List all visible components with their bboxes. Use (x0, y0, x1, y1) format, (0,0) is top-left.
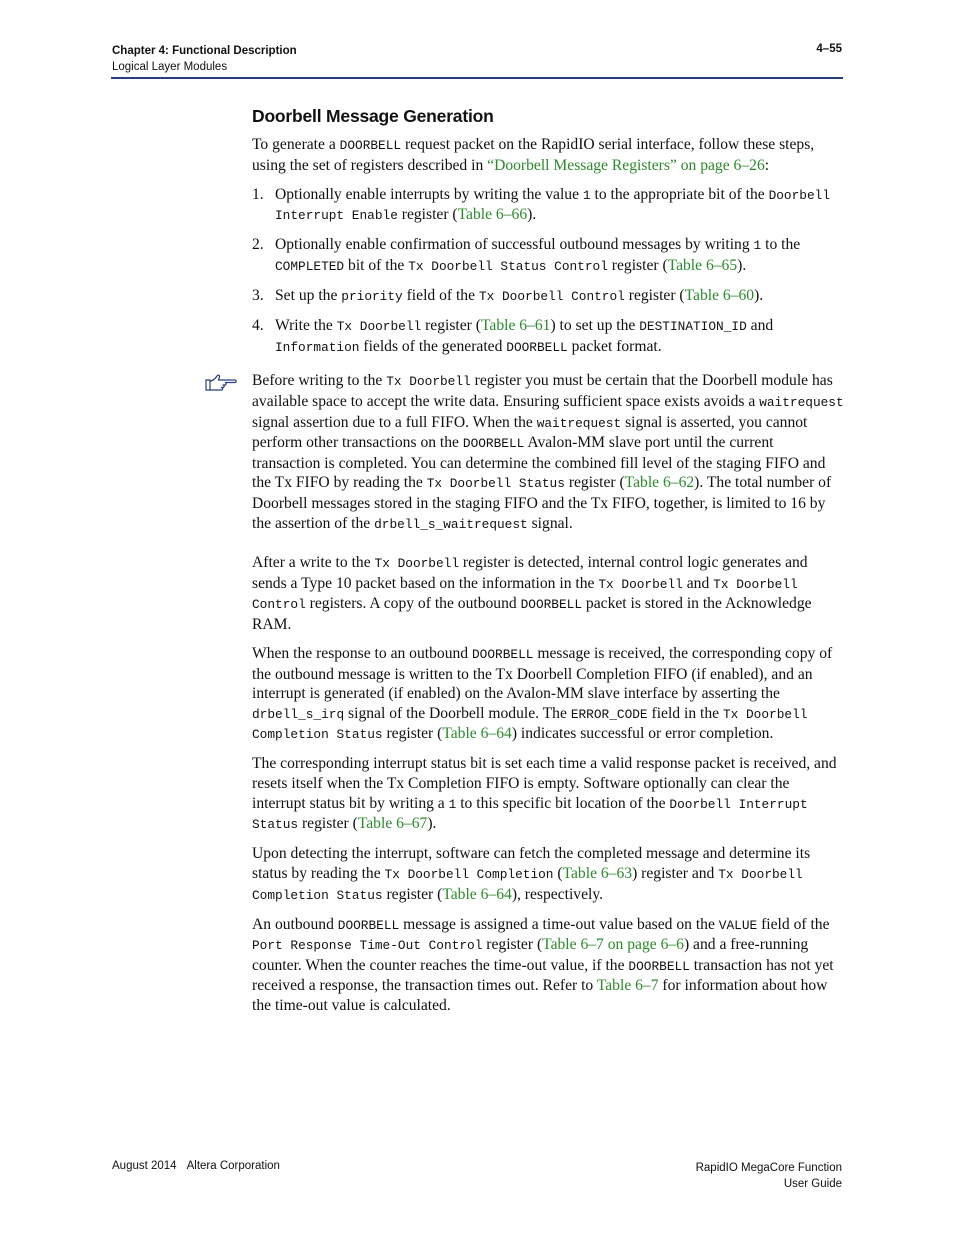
code-term: Tx Doorbell Status Control (408, 258, 608, 274)
code-term: Doorbell Interrupt Status (252, 796, 808, 833)
text: After a write to the (252, 554, 375, 572)
code-term: waitrequest (536, 415, 622, 431)
text: Set up the (275, 287, 342, 305)
text: bit of the (344, 256, 409, 274)
text: transaction has not yet received a response, the transaction times out. Refer to (252, 956, 834, 995)
code-term: drbell_s_irq (252, 706, 345, 722)
text: To generate a (252, 136, 340, 153)
text: ). The total number of Doorbell messages stored in the staging FIFO and the Tx FIFO, together, is limited to 16 by the assertion of the (252, 474, 832, 532)
text: ) and a free-running counter. When the counter reaches the time-out value, if the (252, 936, 809, 974)
code-term: priority (341, 289, 403, 305)
section-heading: Doorbell Message Generation (252, 106, 494, 126)
list-item (252, 316, 844, 357)
text: register ( (382, 885, 443, 903)
code-term: DOORBELL (628, 958, 690, 974)
text: The corresponding interrupt status bit is set each time a valid response packet is received, and resets itself when the Tx Completion FIFO is empty. Software optionally can clear the interrupt status bit by writing a (252, 755, 837, 812)
cross-reference-link[interactable]: Table 6–64 (442, 725, 512, 743)
text: An outbound (252, 915, 338, 933)
code-term: Information (275, 339, 360, 355)
code-term: DOORBELL (339, 138, 402, 153)
code-term: Tx Doorbell Completion (384, 866, 554, 882)
paragraph (252, 915, 844, 1016)
text: register ( (382, 725, 443, 743)
code-term: Tx Doorbell (386, 374, 471, 390)
code-term: Tx Doorbell Control (252, 576, 798, 613)
text: signal is asserted, you cannot perform other transactions on the (252, 413, 808, 452)
code-term: VALUE (718, 917, 758, 933)
text: ) register and (632, 864, 719, 882)
text: When the response to an outbound (252, 644, 472, 662)
company-name: Altera Corporation (186, 1160, 280, 1172)
cross-reference-link[interactable]: Table 6–7 (596, 977, 659, 995)
page-number: 4–55 (816, 43, 842, 55)
running-footer-left (112, 1160, 280, 1172)
text: register ( (607, 256, 668, 274)
text: ), respectively. (511, 885, 604, 903)
header-rule (111, 77, 843, 79)
text: signal assertion due to a full FIFO. When the (252, 413, 537, 431)
text: Upon detecting the interrupt, software can fetch the completed message and determine its status by reading the (252, 845, 811, 882)
text: ( (553, 864, 563, 882)
code-term: Tx Doorbell Completion Status (252, 706, 808, 743)
text: register ( (564, 474, 625, 492)
intro-paragraph (252, 135, 844, 175)
text: field of the (757, 915, 830, 933)
pointing-hand-icon (205, 373, 237, 391)
text: registers. A copy of the outbound (305, 595, 521, 613)
text: : (764, 156, 770, 174)
code-term: 1 (753, 238, 762, 254)
text: Before writing to the (252, 372, 387, 390)
code-term: DESTINATION_ID (639, 319, 747, 335)
text: and (746, 317, 774, 335)
text: register ( (397, 206, 458, 224)
chapter-title: Chapter 4: Functional Description (112, 45, 297, 57)
text: to the (761, 236, 801, 254)
code-term: DOORBELL (472, 646, 534, 662)
steps-list (252, 185, 844, 358)
cross-reference-link[interactable]: Table 6–7 on page 6–6 (542, 936, 684, 954)
code-term: Doorbell Interrupt Enable (275, 187, 831, 224)
text: packet is stored in the Acknowledge RAM. (252, 595, 812, 633)
text: ). (737, 256, 747, 274)
code-term: Tx Doorbell (336, 319, 422, 335)
text: ). (527, 206, 537, 224)
text: packet format. (567, 337, 662, 355)
code-term: 1 (448, 796, 457, 812)
document-title: RapidIO MegaCore Function (695, 1162, 842, 1174)
text: field in the (647, 704, 723, 722)
cross-reference-link[interactable]: “Doorbell Message Registers” on page 6–26 (487, 156, 765, 174)
code-term: drbell_s_waitrequest (374, 516, 528, 532)
cross-reference-link[interactable]: Table 6–66 (457, 206, 528, 224)
code-term: DOORBELL (462, 436, 525, 452)
step-number: 1. (252, 185, 264, 203)
text: message is received, the corresponding copy of the outbound message is written to the Tx Doorbell Completion FIFO (if enabled), and an interrupt is generated (if enabled) on the Avalon-MM slave interface by asserting the (252, 644, 833, 703)
body-content (252, 135, 844, 1025)
text: field of the (402, 287, 479, 305)
document-type: User Guide (783, 1178, 842, 1190)
step-number: 2. (252, 236, 264, 254)
text: register you must be certain that the Doorbell module has available space to accept the write data. Ensuring sufficient space exists avoids a (252, 372, 833, 410)
cross-reference-link[interactable]: Table 6–65 (667, 256, 738, 274)
text: register ( (482, 936, 543, 954)
code-term: Tx Doorbell (374, 556, 460, 572)
text: register ( (624, 287, 685, 305)
note-block (252, 371, 844, 534)
cross-reference-link[interactable]: Table 6–60 (684, 287, 755, 305)
list-item (252, 235, 844, 276)
cross-reference-link[interactable]: Table 6–61 (480, 317, 551, 335)
code-term: Tx Doorbell Completion Status (252, 866, 803, 903)
running-footer-right (696, 1160, 842, 1192)
text: to the appropriate bit of the (590, 185, 769, 203)
text: Write the (275, 317, 337, 335)
step-number: 3. (252, 287, 264, 305)
text: ) indicates successful or error completion. (511, 725, 774, 743)
text: request packet on the RapidIO serial interface, follow these steps, using the set of registers described in (252, 136, 815, 174)
text: message is assigned a time-out value based on the (399, 915, 719, 933)
code-term: Tx Doorbell Control (478, 289, 625, 305)
cross-reference-link[interactable]: Table 6–67 (357, 815, 428, 833)
list-item (252, 185, 844, 226)
text: and (682, 574, 714, 592)
text: register ( (298, 815, 358, 833)
text: for information about how the time-out value is calculated. (252, 977, 828, 1014)
paragraph (252, 844, 844, 905)
cross-reference-link[interactable]: Table 6–62 (624, 474, 695, 492)
code-term: DOORBELL (337, 917, 400, 933)
list-item (252, 286, 844, 307)
code-term: ERROR_CODE (570, 706, 648, 722)
text: register is detected, internal control logic generates and sends a Type 10 packet based on the information in the (252, 554, 808, 592)
cross-reference-link[interactable]: Table 6–64 (442, 885, 512, 903)
text: ). (427, 815, 437, 833)
step-number: 4. (252, 317, 264, 335)
code-term: COMPLETED (275, 258, 345, 274)
text: register ( (421, 317, 481, 335)
paragraph (252, 644, 844, 745)
text: ). (754, 287, 764, 305)
text: signal of the Doorbell module. The (344, 704, 571, 722)
publication-date: August 2014 (112, 1160, 177, 1172)
code-term: DOORBELL (520, 597, 583, 613)
text: to this specific bit location of the (456, 794, 670, 812)
text: Optionally enable confirmation of successful outbound messages by writing (275, 236, 754, 254)
text: signal. (527, 514, 573, 532)
text: fields of the generated (359, 337, 507, 355)
code-term: 1 (582, 187, 591, 203)
code-term: waitrequest (759, 394, 844, 410)
text: Optionally enable interrupts by writing the value (275, 185, 583, 203)
paragraph (252, 754, 844, 834)
code-term: DOORBELL (506, 339, 568, 355)
text: ) to set up the (550, 317, 640, 335)
code-term: Port Response Time-Out Control (252, 938, 483, 954)
running-header (112, 43, 297, 75)
code-term: Tx Doorbell (598, 576, 683, 592)
section-name: Logical Layer Modules (112, 61, 228, 73)
cross-reference-link[interactable]: Table 6–63 (562, 864, 633, 882)
paragraph (252, 553, 844, 634)
code-term: Tx Doorbell Status (426, 476, 565, 492)
text: Avalon-MM slave port until the current transaction is completed. You can determine the combined fill level of the staging FIFO and the Tx FIFO by reading the (252, 434, 826, 492)
